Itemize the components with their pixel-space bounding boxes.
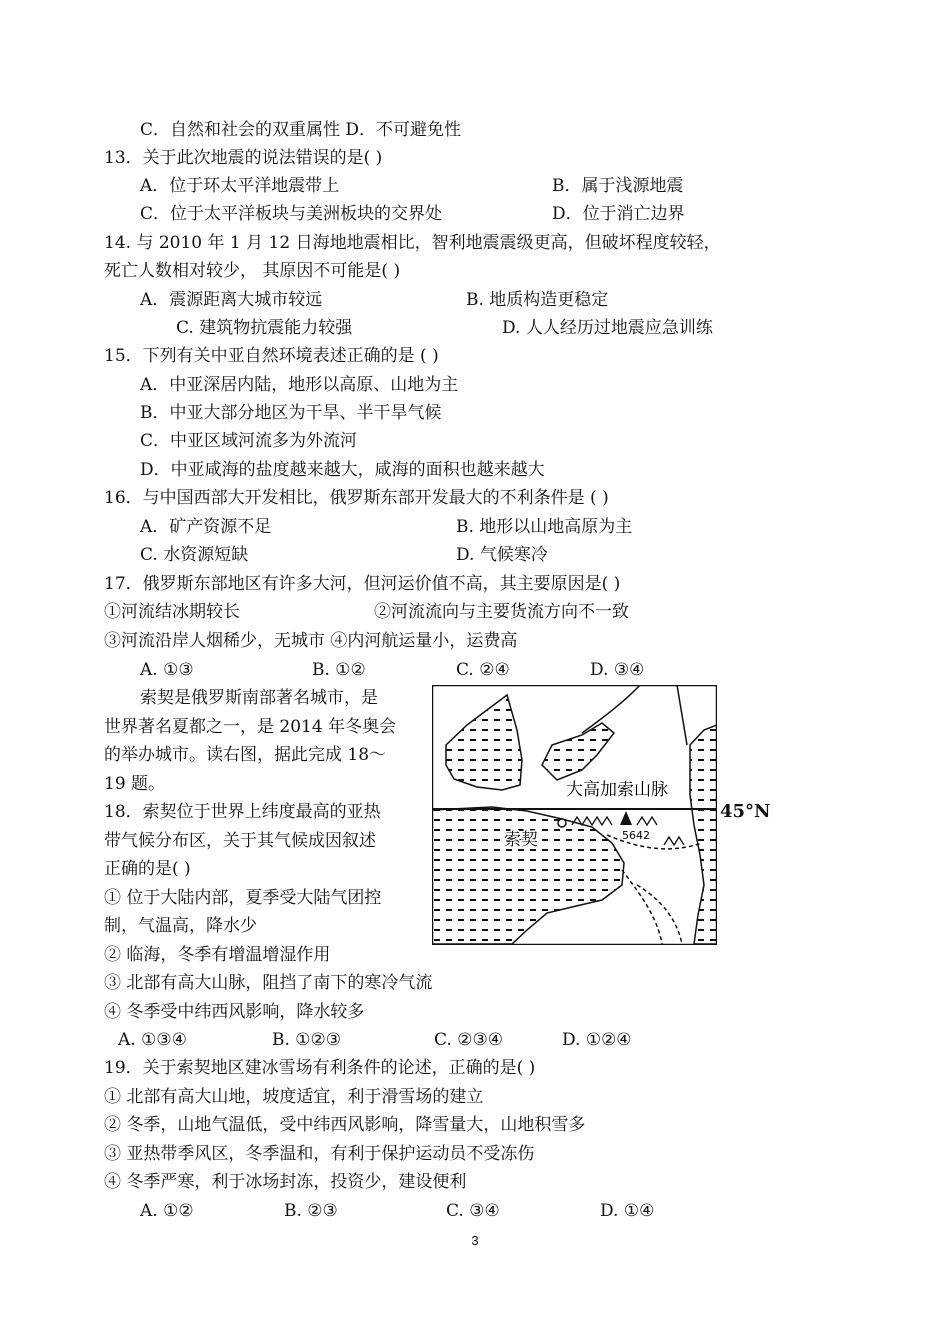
q15-option-a: A．中亚深居内陆，地形以高原、山地为主 <box>140 375 459 395</box>
q19-item-2: ② 冬季，山地气温低，受中纬西风影响，降雪量大，山地积雪多 <box>104 1115 586 1135</box>
q16-option-d: D. 气候寒冷 <box>456 545 548 565</box>
q17-option-b: B. ①② <box>312 660 366 680</box>
q19-stem: 19．关于索契地区建冰雪场有利条件的论述，正确的是( ) <box>104 1058 536 1078</box>
q16-stem: 16．与中国西部大开发相比，俄罗斯东部开发最大的不利条件是 ( ) <box>104 488 609 508</box>
mountain-range-label: 大高加索山脉 <box>566 780 668 800</box>
q19-option-c: C. ③④ <box>446 1201 500 1221</box>
q18-item-4: ④ 冬季受中纬西风影响，降水较多 <box>104 1002 365 1022</box>
q16-option-b: B. 地形以山地高原为主 <box>456 517 633 537</box>
sochi-intro-2: 世界著名夏都之一，是 2014 年冬奥会 <box>104 717 397 737</box>
q19-item-1: ① 北部有高大山地，坡度适宜，利于滑雪场的建立 <box>104 1087 484 1107</box>
q18-item-1b: 制，气温高，降水少 <box>104 916 257 936</box>
q15-option-d: D．中亚咸海的盐度越来越大，咸海的面积也越来越大 <box>140 460 545 480</box>
q18-item-1a: ① 位于大陆内部，夏季受大陆气团控 <box>104 888 382 908</box>
q14-option-d: D. 人人经历过地震应急训练 <box>502 318 713 338</box>
q17-item-2: ②河流流向与主要货流方向不一致 <box>374 602 629 622</box>
q17-item-3-4: ③河流沿岸人烟稀少，无城市 ④内河航运量小，运费高 <box>104 631 518 651</box>
q19-option-a: A. ①② <box>140 1201 194 1221</box>
sochi-city-marker <box>558 819 566 827</box>
q18-stem-1: 18．索契位于世界上纬度最高的亚热 <box>104 802 381 822</box>
q17-option-a: A. ①③ <box>140 660 194 680</box>
q14-option-c: C. 建筑物抗震能力较强 <box>176 318 353 338</box>
q18-option-b: B. ①②③ <box>272 1030 342 1050</box>
q17-option-d: D. ③④ <box>590 660 645 680</box>
q18-option-c: C. ②③④ <box>434 1030 503 1050</box>
q17-item-1: ①河流结冰期较长 <box>104 602 240 622</box>
q19-option-d: D. ①④ <box>600 1201 655 1221</box>
q14-stem: 14. 与 2010 年 1 月 12 日海地地震相比，智利地震震级更高，但破坏程度较轻， <box>104 233 721 253</box>
page-number: 3 <box>471 1233 479 1248</box>
q13-option-b: B．属于浅源地震 <box>552 176 684 196</box>
q13-option-c: C．位于太平洋板块与美洲板块的交界处 <box>140 204 443 224</box>
q16-option-c: C. 水资源短缺 <box>140 545 249 565</box>
q13-stem: 13．关于此次地震的说法错误的是( ) <box>104 148 383 168</box>
q16-option-a: A．矿产资源不足 <box>140 517 272 537</box>
q18-option-a: A. ①③④ <box>118 1030 187 1050</box>
sochi-map-figure <box>432 685 717 945</box>
q17-stem: 17．俄罗斯东部地区有许多大河，但河运价值不高，其主要原因是( ) <box>104 574 621 594</box>
q19-item-3: ③ 亚热带季风区，冬季温和，有利于保护运动员不受冻伤 <box>104 1144 535 1164</box>
q15-stem: 15．下列有关中亚自然环境表述正确的是 ( ) <box>104 346 439 366</box>
sochi-intro-4: 19 题。 <box>104 774 166 794</box>
q13-option-a: A．位于环太平洋地震带上 <box>140 176 340 196</box>
q15-option-c: C．中亚区域河流多为外流河 <box>140 431 358 451</box>
sochi-intro-3: 的举办城市。读右图，据此完成 18～ <box>104 745 387 765</box>
q18-item-3: ③ 北部有高大山脉，阻挡了南下的寒冷气流 <box>104 973 433 993</box>
q14-option-b: B. 地质构造更稳定 <box>466 290 609 310</box>
q18-stem-2: 带气候分布区，关于其气候成因叙述 <box>104 831 376 851</box>
sochi-label: 索契 <box>504 830 538 850</box>
sochi-intro-1: 索契是俄罗斯南部著名城市，是 <box>140 688 378 708</box>
q17-option-c: C. ②④ <box>456 660 510 680</box>
q18-stem-3: 正确的是( ) <box>104 859 191 879</box>
q14-option-a: A．震源距离大城市较远 <box>140 290 323 310</box>
q19-item-4: ④ 冬季严寒，利于冰场封冻，投资少，建设便利 <box>104 1172 467 1192</box>
q18-item-2: ② 临海，冬季有增温增湿作用 <box>104 945 331 965</box>
q13-option-d: D．位于消亡边界 <box>552 204 685 224</box>
latitude-label: 45°N <box>720 801 771 822</box>
peak-elevation-label: 5642 <box>622 829 650 842</box>
q18-option-d: D. ①②④ <box>562 1030 632 1050</box>
q12-option-cd: C．自然和社会的双重属性 D．不可避免性 <box>140 120 462 140</box>
q15-option-b: B．中亚大部分地区为干旱、半干旱气候 <box>140 403 442 423</box>
q14-stem-cont: 死亡人数相对较少， 其原因不可能是( ) <box>104 261 401 281</box>
q19-option-b: B. ②③ <box>284 1201 338 1221</box>
